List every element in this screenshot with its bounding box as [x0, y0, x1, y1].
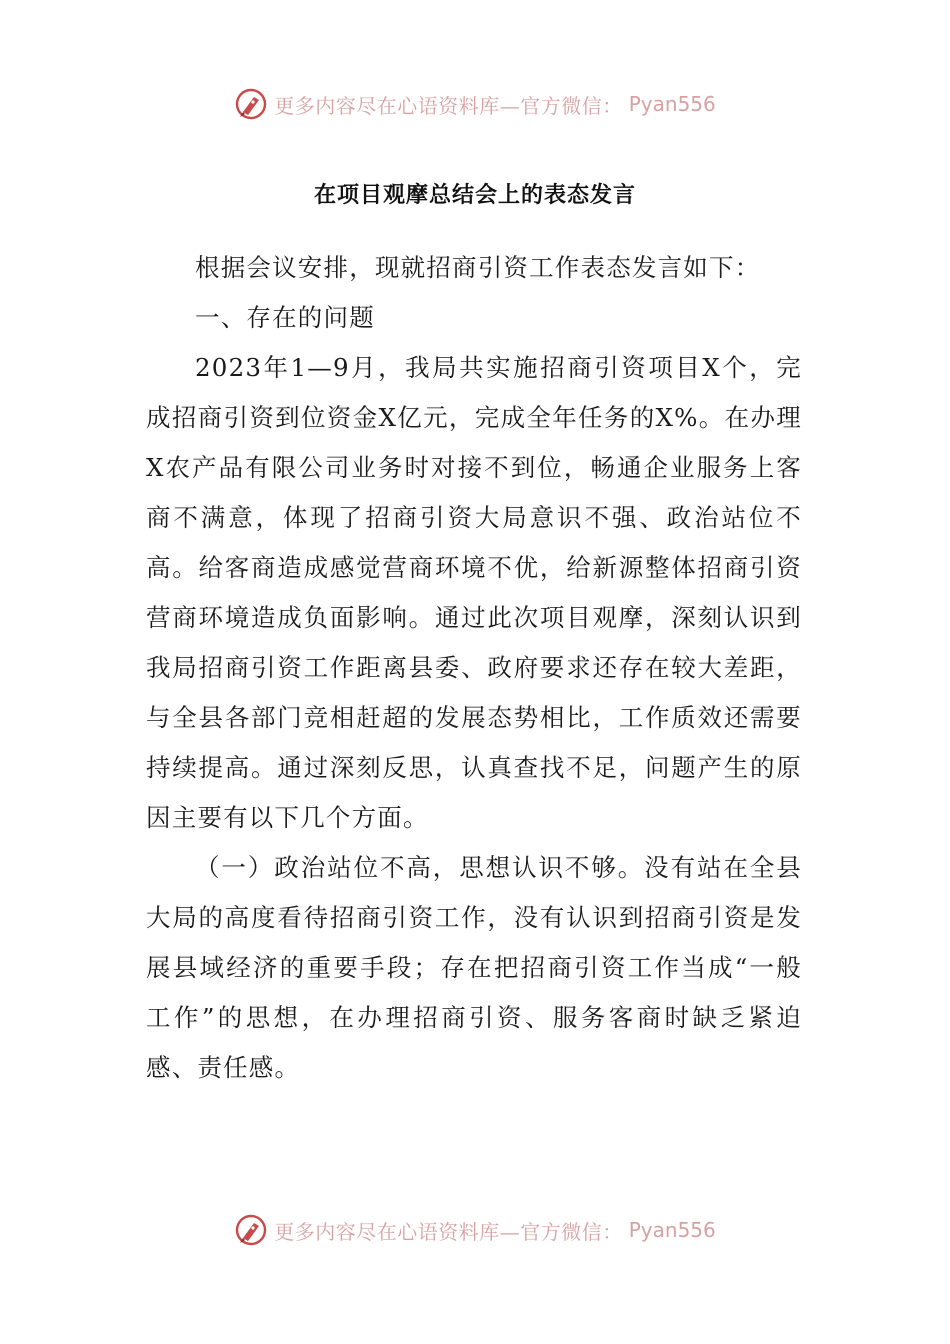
document-body — [146, 243, 802, 1093]
watermark-wechat-id: Pyan556 — [628, 1218, 716, 1242]
watermark-wechat-id: Pyan556 — [628, 92, 716, 116]
footer-watermark — [0, 1210, 950, 1250]
paragraph-subsection-1: （一）政治站位不高，思想认识不够。没有站在全县大局的高度看待招商引资工作，没有认识到招商引资是发展县域经济的重要手段；存在把招商引资工作当成“一般工作”的思想，在办理招商引资、服务客商时缺乏紧迫感、责任感。 — [146, 853, 802, 1082]
paragraph-problems: 2023年1—9月，我局共实施招商引资项目X个，完成招商引资到位资金X亿元，完成全年任务的X%。在办理X农产品有限公司业务时对接不到位，畅通企业服务上客商不满意，体现了招商引资大局意识不强、政治站位不高。给客商造成感觉营商环境不优，给新源整体招商引资营商环境造成负面影响。通过此次项目观摩，深刻认识到我局招商引资工作距离县委、政府要求还存在较大差距，与全县各部门竞相赶超的发展态势相比，工作质效还需要持续提高。通过深刻反思，认真查找不足，问题产生的原因主要有以下几个方面。 — [146, 353, 802, 832]
paragraph-intro: 根据会议安排，现就招商引资工作表态发言如下： — [195, 253, 761, 282]
watermark-text: 更多内容尽在心语资料库—官方微信： — [274, 93, 623, 118]
document-title: 在项目观摩总结会上的表态发言 — [313, 182, 636, 208]
pen-nib-circle-icon — [234, 1213, 268, 1247]
watermark-text: 更多内容尽在心语资料库—官方微信： — [274, 1219, 623, 1244]
pen-nib-circle-icon — [234, 87, 268, 121]
section-heading: 一、存在的问题 — [195, 303, 375, 332]
header-watermark — [0, 84, 950, 124]
